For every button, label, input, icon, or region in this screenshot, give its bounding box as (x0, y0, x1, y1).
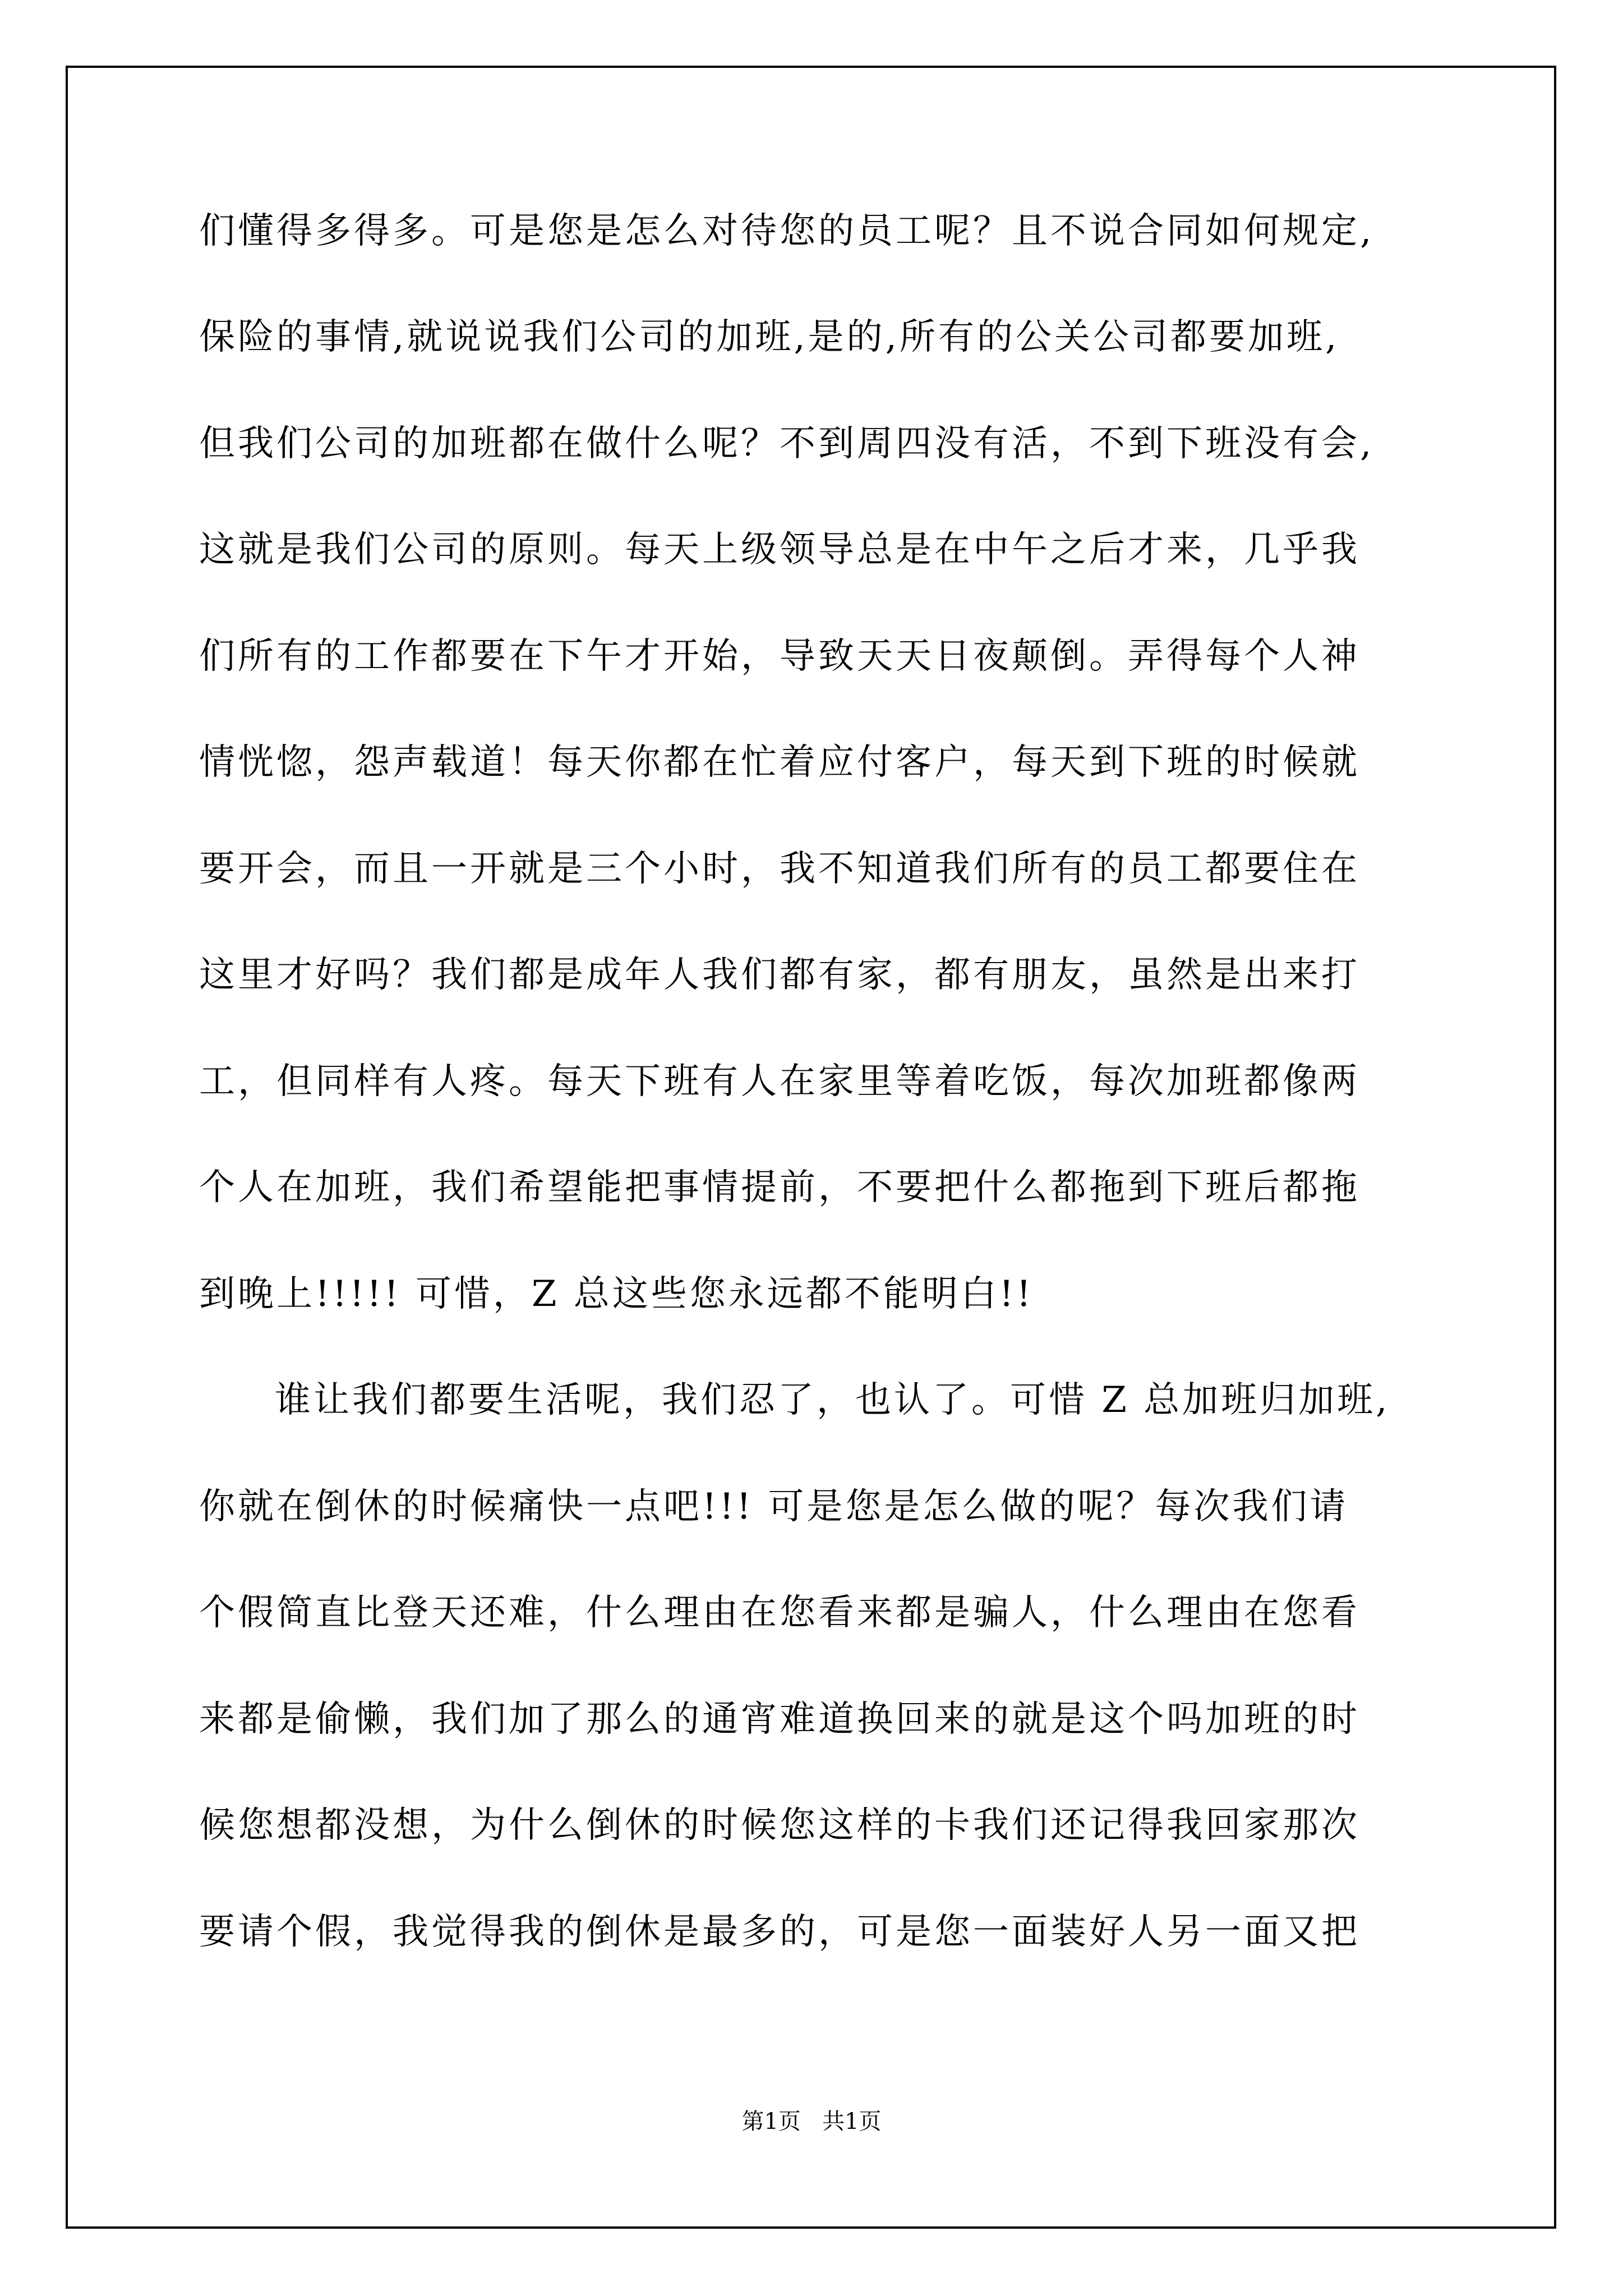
text-line: 这里才好吗？我们都是成年人我们都有家，都有朋友，虽然是出来打 (199, 954, 1360, 996)
text-line: 保险的事情,就说说我们公司的加班,是的,所有的公关公司都要加班, (199, 316, 1340, 358)
text-line: 但我们公司的加班都在做什么呢？不到周四没有活，不到下班没有会, (199, 423, 1375, 464)
text-line: 个人在加班，我们希望能把事情提前，不要把什么都拖到下班后都拖 (199, 1167, 1360, 1208)
text-line: 候您想都没想，为什么倒休的时候您这样的卡我们还记得我回家那次 (199, 1805, 1360, 1846)
text-line: 个假简直比登天还难，什么理由在您看来都是骗人，什么理由在您看 (199, 1592, 1360, 1634)
text-line: 要请个假，我觉得我的倒休是最多的，可是您一面装好人另一面又把 (199, 1911, 1360, 1953)
text-line: 到晚上!!!!! 可惜，Z 总这些您永远都不能明白!! (199, 1273, 1034, 1315)
text-line: 们懂得多得多。可是您是怎么对待您的员工呢？且不说合同如何规定, (199, 210, 1375, 252)
page-border (66, 66, 1556, 2229)
page-number-footer: 第1页 共1页 (741, 2109, 882, 2134)
paragraph-first-line: 谁让我们都要生活呢，我们忍了，也认了。可惜 Z 总加班归加班, (275, 1379, 1390, 1421)
text-line: 你就在倒休的时候痛快一点吧!!! 可是您是怎么做的呢？每次我们请 (199, 1486, 1349, 1527)
text-line: 们所有的工作都要在下午才开始，导致天天日夜颠倒。弄得每个人神 (199, 636, 1360, 677)
text-line: 情恍惚，怨声载道！每天你都在忙着应付客户，每天到下班的时候就 (199, 742, 1360, 783)
text-line: 这就是我们公司的原则。每天上级领导总是在中午之后才来，几乎我 (199, 529, 1360, 570)
text-line: 要开会，而且一开就是三个小时，我不知道我们所有的员工都要住在 (199, 848, 1360, 890)
text-line: 来都是偷懒，我们加了那么的通宵难道换回来的就是这个吗加班的时 (199, 1699, 1360, 1740)
text-line: 工，但同样有人疼。每天下班有人在家里等着吃饭，每次加班都像两 (199, 1061, 1360, 1102)
